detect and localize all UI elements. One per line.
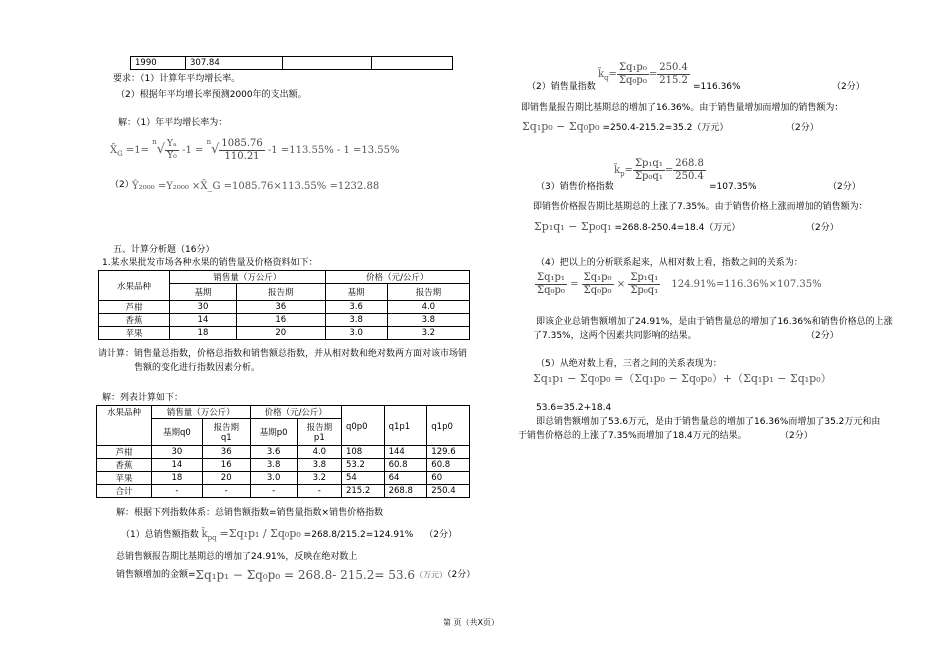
relative-relation-heading: （4）把以上的分析联系起来，从相对数上看，指数之间的关系为： [536,258,803,268]
price-index-formula: $k̄_p=$ $\frac{\text{Σp₁q₁}}{\text{Σp₀q₁}}$ = $\frac{268.8}{250.4}$ [614,158,704,182]
page-footer: 第 页（共X页） [443,618,500,627]
requirement-1: 要求：（1）计算年平均增长率。 [113,74,241,84]
sales-increase-amount-line: 销售额增加的金额=Σq₁p₁ − Σq₀p₀ = 268.8- 215.2= 53.6（万元）（2分） [116,568,476,582]
absolute-relation-formula: Σq₁p₁ − Σq₀p₀ =（Σq₁p₀ − Σq₀p₀）+（Σq₁p₁ − Σq₁p₀） [533,372,832,385]
quantity-index-score: （2分） [832,82,865,92]
quantity-index-value: =116.36% [693,82,741,92]
price-index-text: 即销售价格报告期比基期总的上涨了7.35%。由于销售价格上涨而增加的销售额为： [533,202,868,212]
table2-header-price: 价格（元/公斤） [250,406,341,419]
table2-header-q1p0: q1p0 [427,406,470,446]
table-row: 苹果 18 20 3.0 3.2 54 64 60 [97,472,470,485]
table2-header-report-p1: 报告期 p1 [297,419,341,446]
table1-header-qty: 销售量（万公斤） [170,271,326,284]
relative-relation-text-1: 即该企业总销售额增加了24.91%，是由于销售量总的增加了16.36%和销售价格总的上涨 [536,317,893,327]
absolute-relation-text-2: 于销售价格总的上涨了7.35%而增加了18.4万元的结果。 [518,431,747,441]
table2-header-base-p0: 基期p0 [250,419,297,446]
price-effect-score: （2分） [806,223,839,233]
table2-header-q0p0: q0p0 [341,406,384,446]
table2-header-base-q0: 基期q0 [152,419,203,446]
solution-2-heading: 解：列表计算如下： [102,393,184,403]
table-row: 香蕉 14 16 3.8 3.8 [99,314,470,327]
table2-header-qty: 销售量（万公斤） [152,406,251,419]
table1-header-price: 价格（元/公斤） [325,271,469,284]
quantity-effect-score: （2分） [786,123,819,133]
table1-header-base-price: 基期 [325,284,387,301]
index-system-basis: 解：根据下列指数体系：总销售额指数=销售量指数×销售价格指数 [116,508,384,518]
absolute-relation-heading: （5）从绝对数上看，三者之间的关系表现为： [536,359,722,369]
quantity-index-formula: $k̄_q=$ $\frac{\text{Σq₁p₀}}{\text{Σq₀p₀}}$ = $\frac{250.4}{215.2}$ [598,62,688,86]
section-five-title: 五、计算分析题（16分） [113,245,215,255]
calculation-table [96,405,470,498]
price-effect-line: Σp₁q₁ − Σp₀q₁ =268.8-250.4=18.4（万元） [534,220,741,233]
table2-header-report-q1: 报告期 q1 [202,419,250,446]
table-row: 芦柑 30 36 3.6 4.0 [99,301,470,314]
request-line-1: 请计算：销售量总指数，价格总指数和销售额总指数，并从相对数和绝对数两方面对该市场销 [98,349,468,359]
relative-relation-score: （2分） [806,331,839,341]
price-index-label: （3）销售价格指数 [536,182,614,192]
absolute-relation-score: （2分） [780,431,813,441]
top-table [130,56,453,70]
relative-relation-text-2: 了7.35%，这两个因素共同影响的结果。 [533,331,697,341]
absolute-relation-text-1: 即总销售额增加了53.6万元，是由于销售量总的增加了16.36%而增加了35.2万元和由 [536,417,881,427]
table2-header-variety: 水果品种 [97,406,152,446]
price-index-score: （2分） [828,182,861,192]
table1-header-report-qty: 报告期 [236,284,325,301]
quantity-effect-line: Σq₁p₀ − Σq₀p₀ =250.4-215.2=35.2（万元） [522,120,729,133]
question-1: 1.某水果批发市场各种水果的销售量及价格资料如下： [102,258,318,268]
request-line-2: 售额的变化进行指数因素分析。 [134,363,261,373]
requirement-2: （2）根据年平均增长率预测2000年的支出额。 [116,90,307,100]
top-table-year: 1990 [131,57,186,70]
table1-header-base-qty: 基期 [170,284,237,301]
table-row: 香蕉 14 16 3.8 3.8 53.2 60.8 60.8 [97,459,470,472]
table-row: 芦柑 30 36 3.6 4.0 108 144 129.6 [97,446,470,459]
prediction-label: （2） [110,180,134,190]
table1-header-report-price: 报告期 [387,284,469,301]
relative-relation-formula: $\frac{\text{Σq₁p₁}}{\text{Σq₀p₀}}$ = $\frac{\text{Σq₁p₀}}{\text{Σq₀p₀}}$ × $\frac{\text{Σp₁q₁}}{\text{Σp₀q₁}}$ 124.91%=116.36%×107.35% [537,272,822,296]
top-table-value: 307.84 [186,57,283,70]
table1-header-variety: 水果品种 [99,271,170,301]
quantity-index-label: （2）销售量指数 [527,82,596,92]
table-row-total: 合计 - - - - 215.2 268.8 250.4 [97,485,470,498]
quantity-index-text: 即销售量报告期比基期总的增加了16.36%。由于销售量增加而增加的销售额为： [521,103,844,113]
growth-rate-formula: $X̄_G =1= ^n√$ $\frac{\text{Yₙ}}{\text{Y₀}}$ -1 = $^n$√ $\frac{1085.76}{110.21}$ -1 =113.55% - 1 =13.55% [110,138,400,162]
absolute-relation-values: 53.6=35.2+18.4 [536,403,612,413]
solution-heading: 解：（1）年平均增长率为： [118,118,228,128]
table-row: 苹果 18 20 3.0 3.2 [99,327,470,340]
prediction-formula: Ŷ₂₀₀₀ =Y₂₀₀₀ ×X̄_G =1085.76×113.55% =1232.88 [132,181,380,192]
total-sales-index-line: （1）总销售额指数 $k̄_{pq} =\Sigma q_1p_1 / \Sigma q_0p_0 =268.8/215.2=124.91\%$ （2分） [121,527,457,542]
fruit-sales-table [98,270,470,340]
price-index-value: =107.35% [709,182,757,192]
table2-header-q1p1: q1p1 [384,406,427,446]
total-sales-increase-text: 总销售额报告期比基期总的增加了24.91%，反映在绝对数上 [116,552,358,562]
